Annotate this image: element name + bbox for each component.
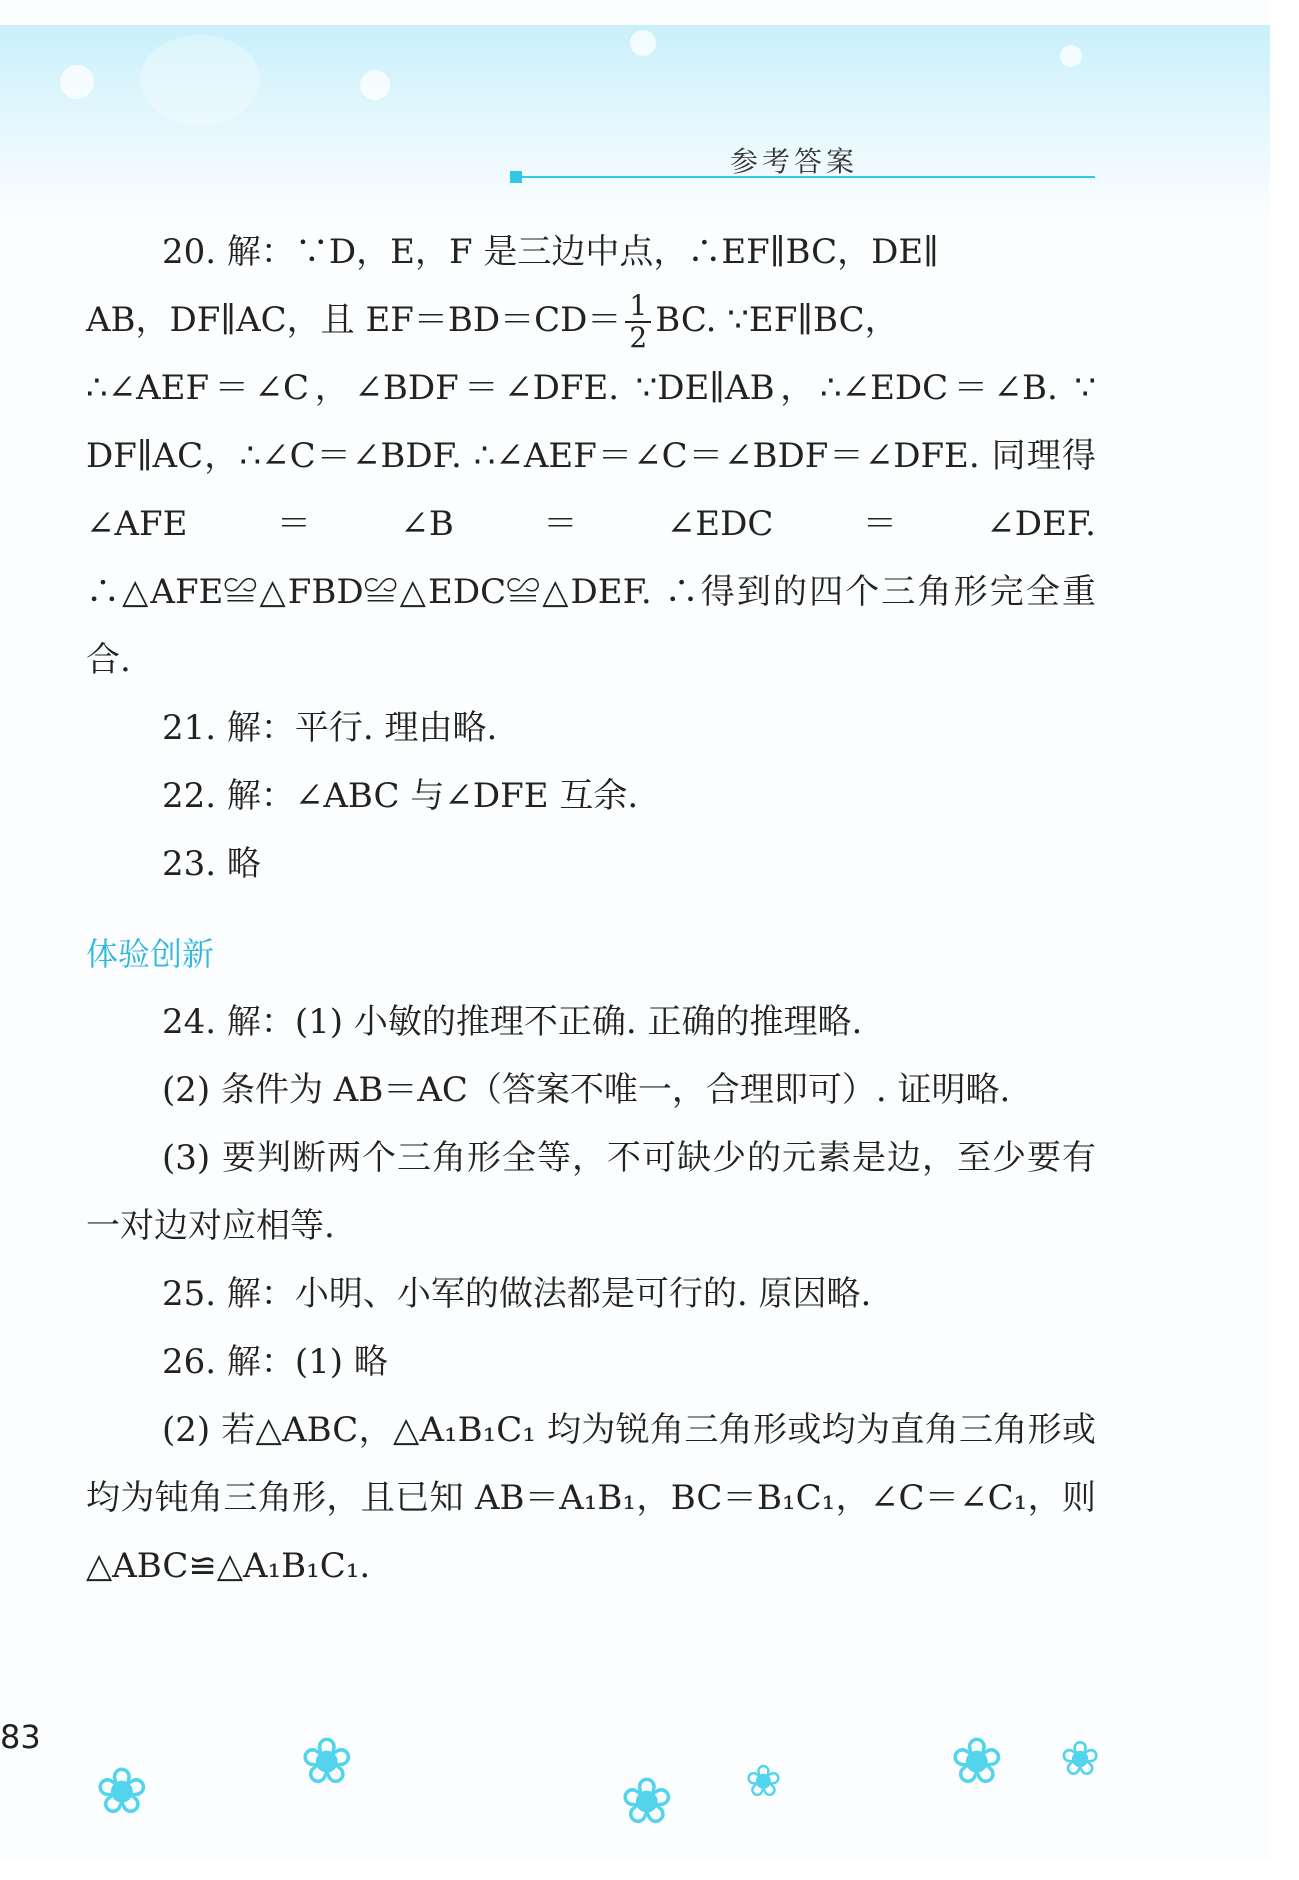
q24-part3: (3) 要判断两个三角形全等，不可缺少的元素是边，至少要有一对边对应相等. bbox=[86, 1138, 1096, 1246]
fraction-denominator: 2 bbox=[629, 321, 648, 354]
q22-answer: 22. 解：∠ABC 与∠DFE 互余. bbox=[162, 776, 639, 816]
q26-answer: 26. 解：(1) 略 bbox=[162, 1342, 388, 1382]
page-header-title: 参考答案 bbox=[730, 145, 859, 178]
snowflake-flower-icon: ❀ bbox=[1060, 1731, 1101, 1787]
fraction-numerator: 1 bbox=[625, 291, 651, 323]
q24-answer: 24. 解：(1) 小敏的推理不正确. 正确的推理略. bbox=[162, 1002, 863, 1042]
q26-part2: (2) 若△ABC，△A₁B₁C₁ 均为锐角三角形或均为直角三角形或均为钝角三角形，且已知 AB＝A₁B₁，BC＝B₁C₁，∠C＝∠C₁，则△ABC≌△A₁B₁C₁. bbox=[86, 1410, 1096, 1586]
q21-answer: 21. 解：平行. 理由略. bbox=[162, 708, 498, 748]
snowflake-flower-icon: ❀ bbox=[300, 1725, 354, 1799]
bubble-decor bbox=[60, 65, 94, 99]
answer-content bbox=[86, 218, 1096, 1600]
bubble-decor bbox=[140, 35, 260, 125]
q20-body: ∴∠AEF＝∠C，∠BDF＝∠DFE. ∵DE∥AB，∴∠EDC＝∠B. ∵ DF∥AC，∴∠C＝∠BDF. ∴∠AEF＝∠C＝∠BDF＝∠DFE. 同理得∠AFE＝∠B＝∠EDC＝∠DEF. ∴△AFE≌△FBD≌△EDC≌△DEF. ∴得到的四个三角形完全重合. bbox=[86, 368, 1096, 680]
snowflake-flower-icon: ❀ bbox=[95, 1755, 149, 1829]
q20-line2-text: AB，DF∥AC，且 EF＝BD＝CD＝ bbox=[86, 300, 622, 340]
snowflake-flower-icon: ❀ bbox=[620, 1765, 674, 1839]
snowflake-flower-icon: ❀ bbox=[950, 1725, 1004, 1799]
q20-line1: 20. 解：∵D，E，F 是三边中点，∴EF∥BC，DE∥ bbox=[162, 232, 939, 272]
q20-line2-tail: BC. ∵EF∥BC， bbox=[655, 300, 899, 340]
header-decor-band bbox=[0, 25, 1270, 215]
q23-answer: 23. 略 bbox=[162, 844, 261, 884]
bubble-decor bbox=[360, 70, 390, 100]
fraction-one-half bbox=[625, 291, 651, 353]
q25-answer: 25. 解：小明、小军的做法都是可行的. 原因略. bbox=[162, 1274, 872, 1314]
snowflake-flower-icon: ❀ bbox=[745, 1756, 782, 1807]
section-title: 体验创新 bbox=[86, 935, 215, 973]
q24-part2: (2) 条件为 AB＝AC（答案不唯一，合理即可）. 证明略. bbox=[162, 1070, 1011, 1110]
page-number: 83 bbox=[0, 1718, 41, 1756]
q20-line2 bbox=[86, 286, 1096, 354]
bubble-decor bbox=[630, 30, 656, 56]
bubble-decor bbox=[1060, 45, 1082, 67]
